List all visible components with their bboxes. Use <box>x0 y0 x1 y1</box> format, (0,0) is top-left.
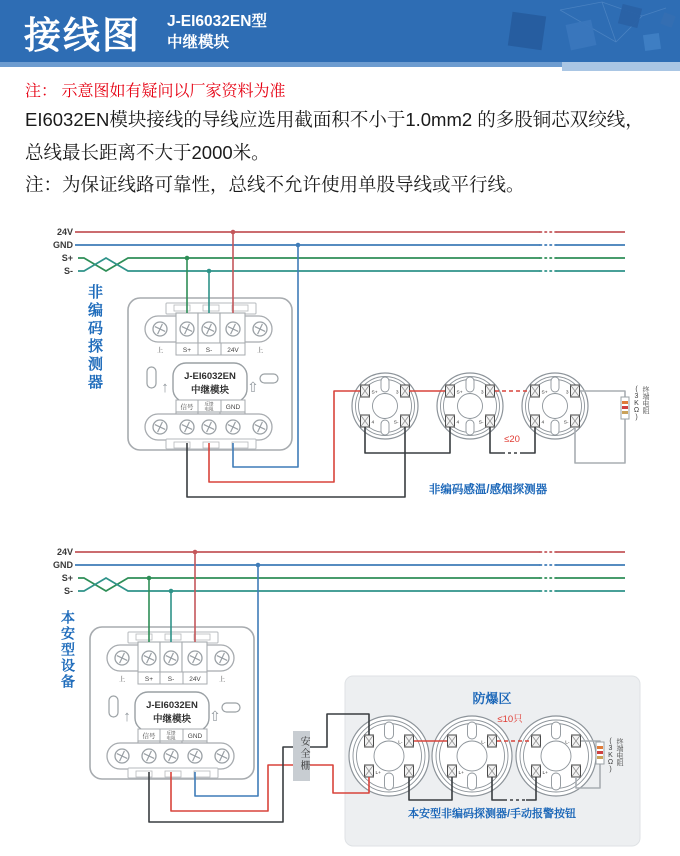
side-label-diagram1: 非编码探测器 <box>86 284 103 392</box>
wiring-diagrams <box>0 200 680 856</box>
bus-label-splus: S+ <box>61 253 73 263</box>
relay-module-2 <box>90 627 254 779</box>
warning-note: 注： 示意图如有疑问以厂家资料为准 <box>25 83 286 100</box>
is-detector-3 <box>516 716 596 796</box>
model-subtitle <box>167 11 267 53</box>
header <box>0 0 680 62</box>
terminal-resistor-value: (3KΩ) <box>607 738 614 773</box>
terminal-resistor-2 <box>596 742 604 764</box>
bus-label-24v: 24V <box>56 227 73 237</box>
terminal-resistor-label-2 <box>606 738 624 773</box>
cube-decoration-icon <box>410 0 680 62</box>
safety-barrier-label: 安全栅 <box>298 736 309 772</box>
bus-lines-diagram2 <box>75 552 625 591</box>
bus-labels-diagram2 <box>53 547 74 596</box>
terminal-resistor-name: 终端电阻 <box>616 738 623 766</box>
bus-junction-dots-diagram1 <box>185 230 301 274</box>
spec-line-3: 注：为保证线路可靠性，总线不允许使用单股导线或平行线。 <box>25 174 525 195</box>
bus-label-splus: S+ <box>61 573 73 583</box>
bus-label-gnd: GND <box>53 240 73 250</box>
caption-diagram2: 本安型非编码探测器/手动报警按钮 <box>407 808 577 820</box>
side-label-diagram2: 本安型设备 <box>60 610 76 690</box>
detector-1 <box>352 373 418 439</box>
spec-line-1: EI6032EN模块接线的导线应选用截面积不小于1.0mm2 的多股铜芯双绞线， <box>25 109 644 130</box>
is-detector-1 <box>349 716 429 796</box>
bus-label-sminus: S- <box>64 266 73 276</box>
bus-label-gnd: GND <box>53 560 73 570</box>
terminal-resistor-value: (3KΩ) <box>633 386 640 421</box>
terminal-resistor-1 <box>621 397 629 419</box>
relay-module-1 <box>128 298 292 450</box>
module-type: 中继模块 <box>167 34 230 51</box>
bus-label-sminus: S- <box>64 586 73 596</box>
is-detector-2 <box>432 716 512 796</box>
detector-limit-1: ≤20 <box>504 434 520 445</box>
bus-labels-diagram1 <box>53 227 74 276</box>
model-name: J-EI6032EN型 <box>167 13 267 30</box>
terminal-resistor-name: 终端电阻 <box>642 386 649 414</box>
zone-title: 防爆区 <box>472 691 512 706</box>
spec-line-2: 总线最长距离不大于2000米。 <box>25 142 270 163</box>
bus-label-24v: 24V <box>56 547 73 557</box>
page-title: 接线图 <box>24 15 141 56</box>
bus-lines-diagram1 <box>75 232 625 271</box>
bus-junction-dots-diagram2 <box>147 550 261 594</box>
caption-diagram1: 非编码感温/感烟探测器 <box>428 484 548 496</box>
detector-2 <box>437 373 503 439</box>
header-strip-accent <box>562 62 680 71</box>
detector-limit-2: ≤10只 <box>497 714 523 725</box>
terminal-resistor-label-1 <box>632 386 650 421</box>
detector-3 <box>522 373 588 439</box>
